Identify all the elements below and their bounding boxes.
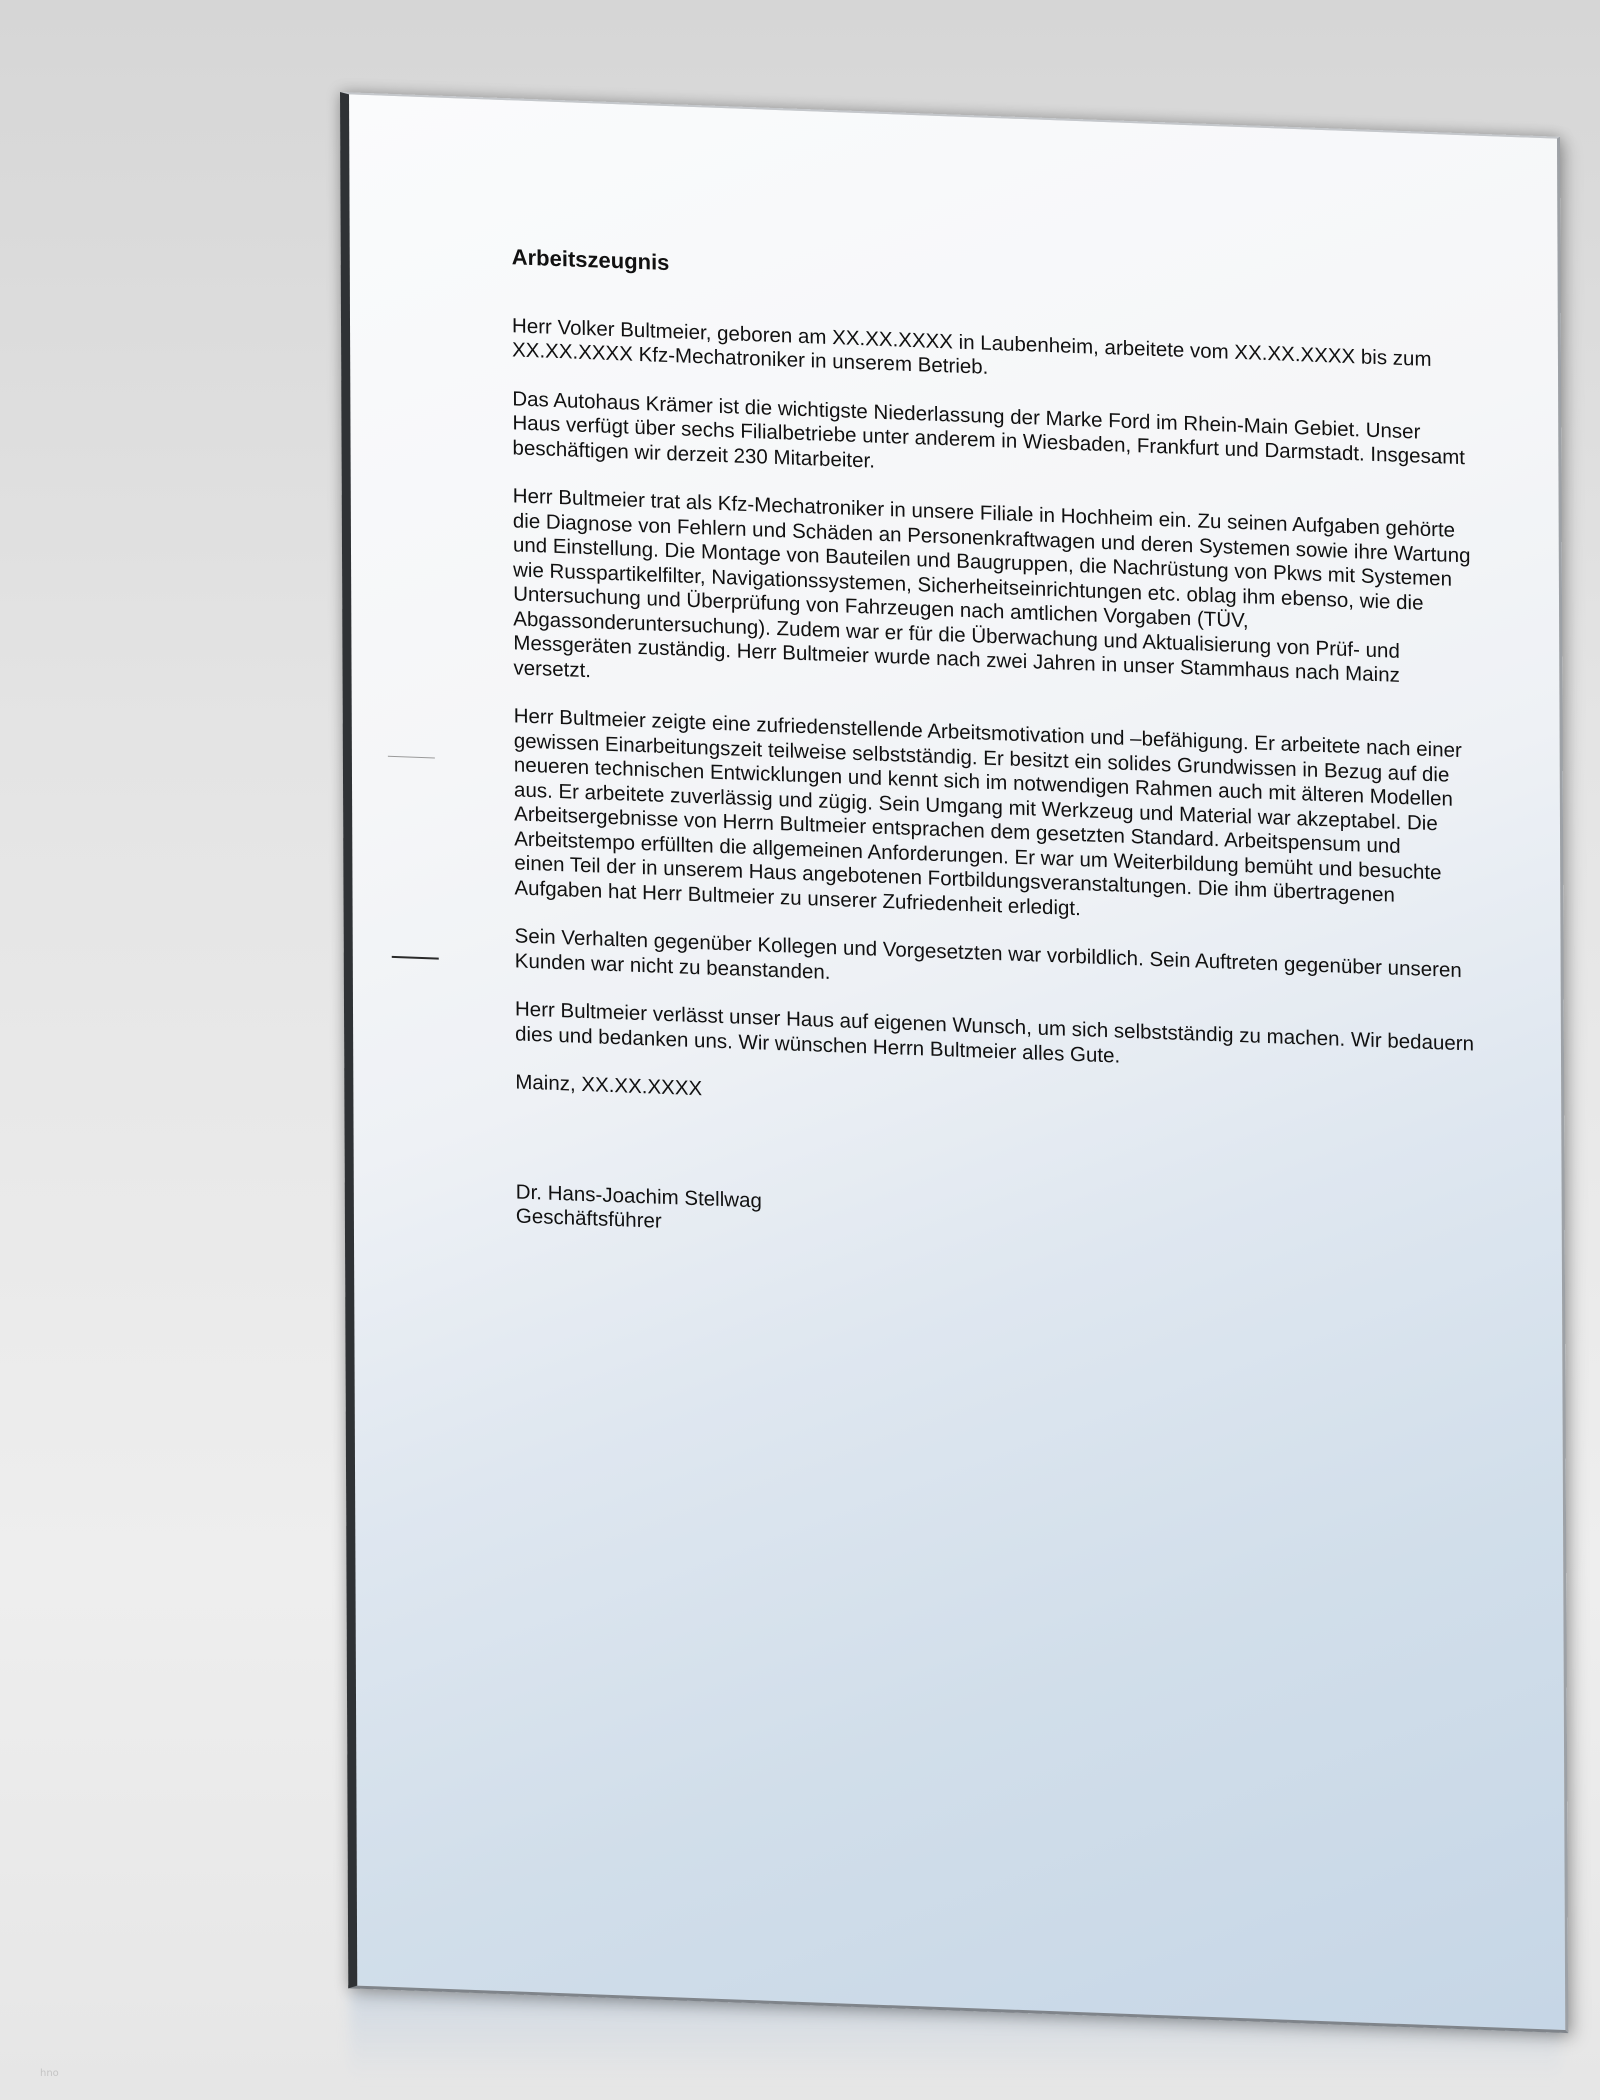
place-date: Mainz, XX.XX.XXXX (515, 1070, 703, 1101)
paragraph-intro: Herr Volker Bultmeier, geboren am XX.XX.XXXX in Laubenheim, arbeitete vom XX.XX.XXXX bis zum XX.XX.XXXX Kfz-Mechatroniker in unserem Betrieb. (511, 313, 1432, 379)
fold-mark (388, 756, 435, 759)
corner-watermark: hno (40, 2068, 59, 2079)
hole-punch-mark (392, 956, 439, 960)
paragraph-closing: Herr Bultmeier verlässt unser Haus auf eigenen Wunsch, um sich selbstständig zu machen. Wir bedauern dies und bedanken uns. Wir wünschen Herrn Bultmeier alles Gute. (514, 997, 1475, 1068)
paragraph-performance: Herr Bultmeier zeigte eine zufriedenstellende Arbeitsmotivation und –befähigung. Er arbeitete nach einer gewissen Einarbeitungszeit teilweise selbstständig. Er besitzt ein solides Grundwissen in Bezug auf die neueren technischen Entwicklungen und kennt sich im notwendigen Rahmen auch mit älteren Modellen aus. Er arbeitete zuverlässig und zügig. Sein Umgang mit Werkzeug und Material war akzeptabel. Die Arbeitsergebnisse von Herrn Bultmeier entsprachen dem gesetzten Standard. Arbeitspensum und Arbeitstempo erfüllten die allgemeinen Anforderungen. Er war um Weiterbildung bemüht und besuchte einen Teil der in unserem Haus angebotenen Fortbildungsveranstaltungen. Die ihm übertragenen Aufgaben hat Herr Bultmeier zu unserer Zufriedenheit erledigt. (513, 704, 1462, 920)
paragraph-company: Das Autohaus Krämer ist die wichtigste Niederlassung der Marke Ford im Rhein-Main Gebiet. Unser Haus verfügt über sechs Filialbetriebe unter anderem in Wiesbaden, Frankfurt und Darmstadt. Insgesamt beschäftigen wir derzeit 230 Mitarbeiter. (512, 386, 1466, 473)
paragraph-conduct: Sein Verhalten gegenüber Kollegen und Vorgesetzten war vorbildlich. Sein Auftreten gegenüber unseren Kunden war nicht zu beanstanden. (514, 924, 1462, 984)
document-title: Arbeitszeugnis (511, 244, 670, 276)
document-page (340, 92, 1568, 2033)
signature-role: Geschäftsführer (515, 1204, 662, 1233)
paragraph-tasks: Herr Bultmeier trat als Kfz-Mechatroniker in unsere Filiale in Hochheim ein. Zu seinen Aufgaben gehörte die Diagnose von Fehlern und Schäden an Personenkraftwagen und deren Systemen sowie ihre Wartung und Einstellung. Die Montage von Bauteilen und Baugruppen, die Nachrüstung von Pkws mit Systemen wie Russpartikelfilter, Navigationssystemen, Sicherheitseinrichtungen etc. oblag ihm ebenso, wie die Untersuchung und Überprüfung von Fahrzeugen nach amtlichen Vorgaben (TÜV, Abgassonderuntersuchung). Zudem war er für die Überwachung und Aktualisierung von Prüf- und Messgeräten zuständig. Herr Bultmeier wurde nach zwei Jahren in unser Stammhaus nach Mainz versetzt. (512, 484, 1471, 687)
document-body (512, 245, 1476, 1264)
signature-name: Dr. Hans-Joachim Stellwag (515, 1179, 762, 1212)
